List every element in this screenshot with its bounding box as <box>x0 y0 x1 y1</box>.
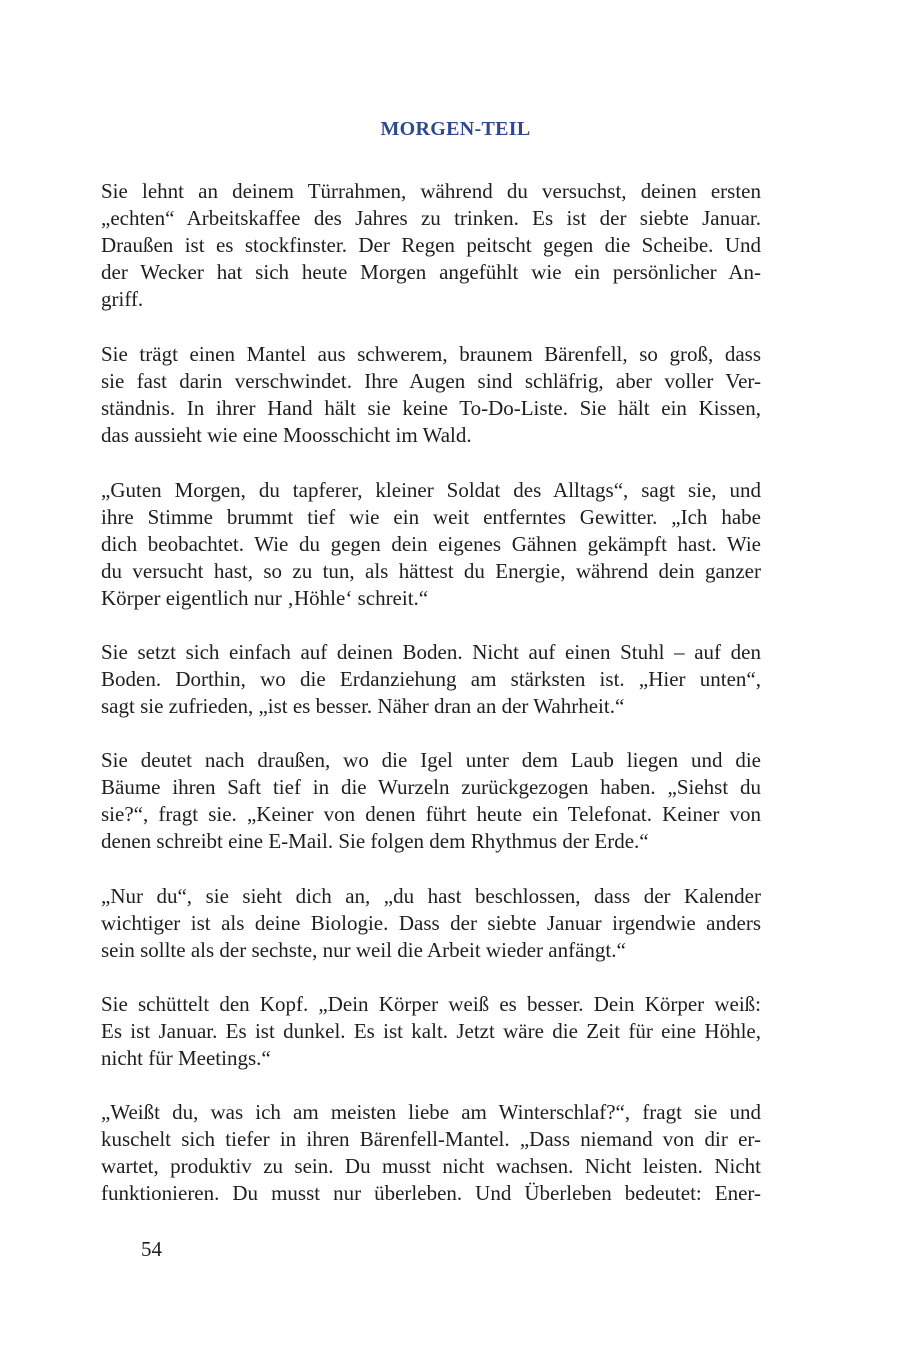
text-line: der Wecker hat sich heute Morgen angefühlt wie ein persönlicher An- <box>101 260 761 284</box>
paragraph <box>101 991 761 1072</box>
text-line: „Weißt du, was ich am meisten liebe am Winterschlaf?“, fragt sie und <box>101 1100 761 1124</box>
paragraph <box>101 477 761 612</box>
text-line: Draußen ist es stockfinster. Der Regen peitscht gegen die Scheibe. Und <box>101 233 761 257</box>
text-line: griff. <box>101 287 144 311</box>
text-line: Sie schüttelt den Kopf. „Dein Körper weiß es besser. Dein Körper weiß: <box>101 992 761 1016</box>
text-line: nicht für Meetings.“ <box>101 1046 271 1070</box>
page-number: 54 <box>141 1237 162 1261</box>
paragraph <box>101 1099 761 1207</box>
text-line: funktionieren. Du musst nur überleben. Und Überleben bedeutet: Ener- <box>101 1181 761 1205</box>
paragraph <box>101 639 761 720</box>
text-line: wichtiger ist als deine Biologie. Dass der siebte Januar irgendwie anders <box>101 911 761 935</box>
text-line: denen schreibt eine E-Mail. Sie folgen dem Rhythmus der Erde.“ <box>101 829 649 853</box>
text-line: ihre Stimme brummt tief wie ein weit entferntes Gewitter. „Ich habe <box>101 505 761 529</box>
text-line: Sie lehnt an deinem Türrahmen, während du versuchst, deinen ersten <box>101 179 761 203</box>
text-line: „Guten Morgen, du tapferer, kleiner Soldat des Alltags“, sagt sie, und <box>101 478 761 502</box>
text-line: dich beobachtet. Wie du gegen dein eigenes Gähnen gekämpft hast. Wie <box>101 532 761 556</box>
text-line: sagt sie zufrieden, „ist es besser. Näher dran an der Wahrheit.“ <box>101 694 625 718</box>
paragraph <box>101 883 761 964</box>
text-line: sein sollte als der sechste, nur weil die Arbeit wieder anfängt.“ <box>101 938 626 962</box>
text-line: sie fast darin verschwindet. Ihre Augen sind schläfrig, aber voller Ver- <box>101 369 761 393</box>
text-line: „echten“ Arbeitskaffee des Jahres zu trinken. Es ist der siebte Januar. <box>101 206 761 230</box>
text-line: Boden. Dorthin, wo die Erdanziehung am stärksten ist. „Hier unten“, <box>101 667 761 691</box>
paragraph <box>101 178 761 313</box>
text-line: Sie setzt sich einfach auf deinen Boden. Nicht auf einen Stuhl – auf den <box>101 640 761 664</box>
text-line: du versucht hast, so zu tun, als hättest du Energie, während dein ganzer <box>101 559 761 583</box>
text-line: Sie deutet nach draußen, wo die Igel unter dem Laub liegen und die <box>101 748 761 772</box>
text-line: Es ist Januar. Es ist dunkel. Es ist kalt. Jetzt wäre die Zeit für eine Höhle, <box>101 1019 761 1043</box>
text-line: Sie trägt einen Mantel aus schwerem, braunem Bärenfell, so groß, dass <box>101 342 761 366</box>
text-line: das aussieht wie eine Moosschicht im Wald. <box>101 423 472 447</box>
text-line: wartet, produktiv zu sein. Du musst nicht wachsen. Nicht leisten. Nicht <box>101 1154 761 1178</box>
paragraph <box>101 341 761 449</box>
text-line: Bäume ihren Saft tief in die Wurzeln zurückgezogen haben. „Siehst du <box>101 775 761 799</box>
text-line: Körper eigentlich nur ‚Höhle‘ schreit.“ <box>101 586 429 610</box>
text-line: ständnis. In ihrer Hand hält sie keine To-Do-Liste. Sie hält ein Kissen, <box>101 396 761 420</box>
text-line: sie?“, fragt sie. „Keiner von denen führt heute ein Telefonat. Keiner von <box>101 802 761 826</box>
text-line: kuschelt sich tiefer in ihren Bärenfell-Mantel. „Dass niemand von dir er- <box>101 1127 761 1151</box>
paragraph <box>101 747 761 855</box>
text-line: „Nur du“, sie sieht dich an, „du hast beschlossen, dass der Kalender <box>101 884 761 908</box>
chapter-heading: MORGEN-TEIL <box>380 118 531 140</box>
